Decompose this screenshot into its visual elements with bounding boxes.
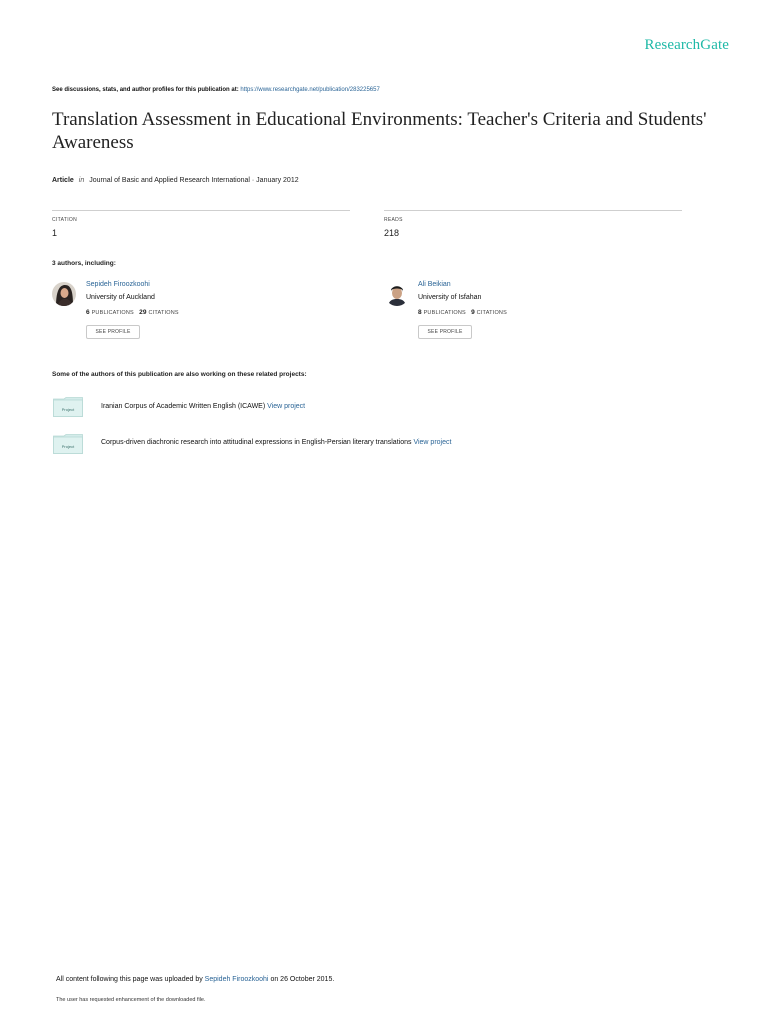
author-citations-label: CITATIONS bbox=[476, 310, 507, 316]
author-avatar[interactable] bbox=[385, 282, 409, 306]
citation-count-label: CITATION bbox=[52, 217, 77, 223]
author-publications-label: PUBLICATIONS bbox=[91, 310, 134, 316]
publication-url-link[interactable]: https://www.researchgate.net/publication/283225657 bbox=[240, 87, 380, 93]
uploaded-prefix: All content following this page was uploaded by bbox=[56, 976, 203, 983]
publication-type: Article bbox=[52, 177, 74, 184]
view-project-link[interactable]: View project bbox=[267, 403, 306, 410]
authors-heading: 3 authors, including: bbox=[52, 260, 116, 267]
discussion-line bbox=[52, 87, 380, 93]
uploaded-note bbox=[56, 976, 334, 983]
researchgate-logo[interactable]: ResearchGate bbox=[644, 37, 729, 53]
divider-left bbox=[52, 210, 350, 211]
project-folder-icon bbox=[53, 397, 83, 417]
uploaded-suffix: on 26 October 2015. bbox=[270, 976, 335, 983]
author-institution: University of Isfahan bbox=[418, 294, 482, 301]
project-folder-icon bbox=[53, 434, 83, 454]
see-profile-button[interactable]: SEE PROFILE bbox=[418, 325, 472, 339]
author-institution: University of Auckland bbox=[86, 294, 155, 301]
project-icon-label: Project bbox=[61, 407, 75, 412]
citation-count: 1 bbox=[52, 228, 58, 238]
author-name-link[interactable]: Sepideh Firoozkoohi bbox=[86, 281, 150, 288]
related-projects-heading: Some of the authors of this publication are also working on these related projects: bbox=[52, 371, 307, 378]
author-citations-count: 9 bbox=[471, 309, 475, 316]
reads-count: 218 bbox=[384, 228, 400, 238]
author-photo-icon bbox=[385, 282, 409, 306]
publication-title: Translation Assessment in Educational Environments: Teacher's Criteria and Students' Awareness bbox=[52, 109, 707, 153]
view-project-link[interactable]: View project bbox=[413, 439, 452, 446]
author-publications-label: PUBLICATIONS bbox=[423, 310, 466, 316]
author-name-link[interactable]: Ali Beikian bbox=[418, 281, 451, 288]
publication-meta bbox=[52, 177, 299, 184]
author-publications-count: 6 bbox=[86, 309, 90, 316]
journal-name: Journal of Basic and Applied Research International · January 2012 bbox=[89, 177, 299, 184]
uploader-link[interactable]: Sepideh Firoozkoohi bbox=[204, 976, 269, 983]
author-avatar[interactable] bbox=[52, 282, 76, 306]
project-title: Corpus-driven diachronic research into attitudinal expressions in English-Persian literary translations bbox=[101, 439, 412, 446]
project-icon-label: Project bbox=[61, 444, 75, 449]
author-citations-label: CITATIONS bbox=[148, 310, 179, 316]
divider-right bbox=[384, 210, 682, 211]
project-title: Iranian Corpus of Academic Written English (ICAWE) bbox=[101, 403, 266, 410]
see-profile-button[interactable]: SEE PROFILE bbox=[86, 325, 140, 339]
author-stats bbox=[418, 309, 507, 316]
in-label: in bbox=[78, 177, 85, 184]
reads-count-label: READS bbox=[384, 217, 403, 223]
enhancement-note: The user has requested enhancement of the downloaded file. bbox=[56, 997, 206, 1003]
author-stats bbox=[86, 309, 179, 316]
project-item bbox=[101, 439, 451, 446]
author-citations-count: 29 bbox=[139, 309, 147, 316]
author-publications-count: 8 bbox=[418, 309, 422, 316]
discussion-label: See discussions, stats, and author profiles for this publication at: bbox=[52, 87, 239, 93]
project-item bbox=[101, 403, 305, 410]
author-photo-icon bbox=[52, 282, 76, 306]
